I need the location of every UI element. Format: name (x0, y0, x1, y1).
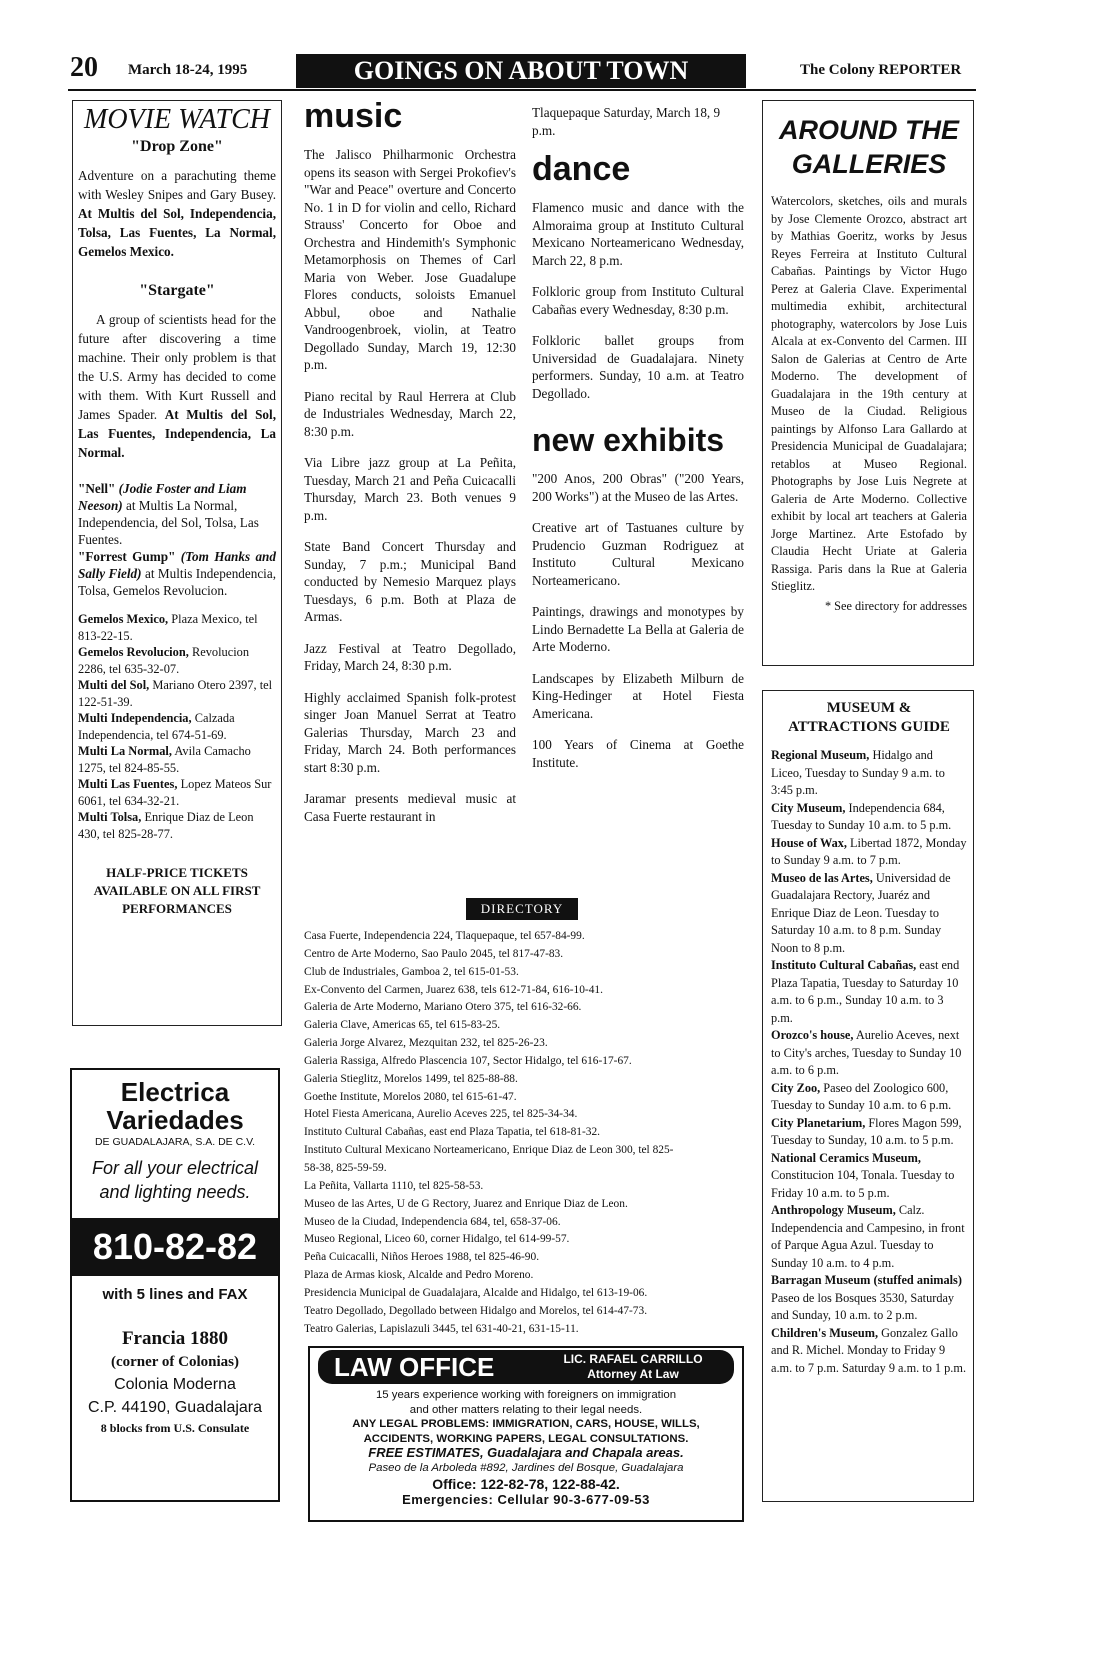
cinema-item: Multi Tolsa, Enrique Diaz de Leon 430, tel 825-28-77. (78, 810, 254, 841)
directory-entry: Galeria Stieglitz, Morelos 1499, tel 825-88-88. (304, 1072, 518, 1085)
drop-zone-title: "Drop Zone" (131, 138, 223, 155)
cinema-list (78, 611, 276, 842)
law-office-title: LAW OFFICE (334, 1352, 495, 1382)
directory-entry: Galeria Clave, Americas 65, tel 615-83-25. (304, 1019, 501, 1032)
address-line: (corner of Colonias) (110, 1354, 240, 1370)
directory-entry: La Peñita, Vallarta 1110, tel 825-58-53. (304, 1179, 484, 1192)
forrest-desc: at Multis Independencia, Tolsa, Gemelos Revolucion. (78, 566, 276, 598)
electrica-name-2: Variedades (106, 1105, 244, 1135)
exhibit-item: 100 Years of Cinema at Goethe Institute. (532, 737, 744, 770)
directory-entry: Plaza de Armas kiosk, Alcalde and Pedro Moreno. (304, 1269, 534, 1282)
galleries-title-2: GALLERIES (791, 149, 947, 179)
cinema-item: Multi del Sol, Mariano Otero 2397, tel 122-51-39. (78, 678, 273, 709)
directory-entry: Hotel Fiesta Americana, Aurelio Aceves 225, tel 825-34-34. (304, 1108, 578, 1121)
address-line: 8 blocks from U.S. Consulate (100, 1421, 250, 1435)
forrest-text (78, 548, 276, 599)
directory-entry: Goethe Institute, Morelos 2080, tel 615-61-47. (304, 1090, 517, 1103)
stargate-desc: A group of scientists head for the future after discovering a time machine. Their only problem is that the U.S. Army has decided to come with them. With Kurt Russell and James Spader. (78, 312, 276, 422)
museum-item: City Planetarium, Flores Magon 599, Tuesday to Sunday, 10 a.m. to 5 p.m. (771, 1115, 962, 1147)
directory-entry: Museo de la Ciudad, Independencia 684, tel, 658-37-06. (304, 1215, 561, 1228)
directory-entry: Teatro Galerias, Lapislazuli 3445, tel 631-40-21, 631-15-11. (304, 1322, 579, 1335)
electrica-ad (70, 1068, 280, 1502)
forrest-title: "Forrest Gump" (78, 549, 176, 564)
address-line: Colonia Moderna (114, 1376, 236, 1393)
forrest-cast: (Tom Hanks and Sally Field) (78, 549, 276, 581)
museum-item: House of Wax, Libertad 1872, Monday to Sunday 9 a.m. to 7 p.m. (771, 835, 967, 867)
cinema-item: Gemelos Mexico, Plaza Mexico, tel 813-22-15. (78, 612, 258, 643)
museum-guide-title: MUSEUM & (826, 700, 912, 716)
address-line: C.P. 44190, Guadalajara (87, 1399, 263, 1416)
nell-title: "Nell" (78, 481, 116, 496)
dance-item: Folkloric ballet groups from Universidad de Guadalajara. Ninety performers. Sunday, 10 a.m. at Teatro Degollado. (532, 333, 744, 401)
music-item: Via Libre jazz group at La Peñita, Tuesday, March 21 and Peña Cuicacalli Thursday, March 23. Both venues 9 p.m. (304, 455, 516, 523)
music-item: State Band Concert Thursday and Sunday, 7 p.m.; Municipal Band conducted by Nemesio Marquez plays Tuesdays, 6 p.m. Both at Plaza de Armas. (304, 539, 516, 624)
drop-zone-venue: At Multis del Sol, Independencia, Tolsa, Las Fuentes, La Normal, Gemelos Mexico. (78, 206, 276, 259)
nell-desc: at Multis La Normal, Independencia, del Sol, Tolsa, Las Fuentes. (78, 498, 259, 547)
cinema-item: Gemelos Revolucion, Revolucion 2286, tel 635-32-07. (78, 645, 250, 676)
directory-list (304, 928, 752, 1338)
museum-item: Instituto Cultural Cabañas, east end Plaza Tapatia, Tuesday to Saturday 10 a.m. to 6 p.m., Sunday 10 a.m. to 3 p.m. (771, 958, 960, 1025)
museum-item: City Museum, Independencia 684, Tuesday to Sunday 10 a.m. to 5 p.m. (771, 800, 952, 832)
law-office-body (310, 1388, 742, 1508)
directory-entry: Instituto Cultural Cabañas, east end Plaza Tapatia, tel 618-81-32. (304, 1126, 601, 1139)
electrica-phone: 810-82-82 (72, 1218, 278, 1276)
directory-entry: Museo de las Artes, U de G Rectory, Juarez and Enrique Diaz de Leon. (304, 1197, 628, 1210)
stargate-venue: At Multis del Sol, Las Fuentes, Independencia, La Normal. (78, 407, 276, 460)
nell-cast: (Jodie Foster and Liam Neeson) (78, 481, 247, 513)
law-line: FREE ESTIMATES, Guadalajara and Chapala areas. (368, 1445, 684, 1460)
electrica-lines: with 5 lines and FAX (102, 1286, 248, 1303)
page-header (0, 0, 1102, 100)
law-line: ACCIDENTS, WORKING PAPERS, LEGAL CONSULTATIONS. (363, 1432, 689, 1445)
law-line: Paseo de la Arboleda #892, Jardines del Bosque, Guadalajara (368, 1461, 684, 1474)
law-line: 15 years experience working with foreigners on immigration (375, 1389, 677, 1401)
cinema-item: Multi La Normal, Avila Camacho 1275, tel 824-85-55. (78, 744, 251, 775)
directory-entry: Instituto Cultural Mexicano Norteamericano, Enrique Diaz de Leon 300, tel 825- (304, 1144, 674, 1157)
music-item: The Jalisco Philharmonic Orchestra opens its season with Sergei Prokofiev's "War and Peace" overture and Concerto No. 1 in D for violin and cello, Richard Strauss' Concerto for Oboe and Orchestra and Hindemith's Symphonic Metamorphosis on Themes of Carl Maria von Weber. Jose Guadalupe Flores conducts, soloists Emanuel Abbul, oboe and Nathalie Vandroogenbroek, violin, at Teatro Degollado Sunday, March 19, 12:30 p.m. (304, 147, 516, 372)
dance-item: Flamenco music and dance with the Almoraima group at Instituto Cultural Mexicano Norteamericano Wednesday, March 22, 8 p.m. (532, 200, 744, 268)
exhibit-item: "200 Anos, 200 Obras" ("200 Years, 200 Works") at the Museo de las Artes. (532, 471, 744, 504)
music-item: Piano recital by Raul Herrera at Club de Industriales Wednesday, March 22, 8:30 p.m. (304, 388, 516, 439)
paper-name: The Colony REPORTER (800, 62, 962, 78)
half-price-notice: HALF-PRICE TICKETS AVAILABLE ON ALL FIRST PERFORMANCES (93, 865, 261, 916)
cinema-item: Multi Las Fuentes, Lopez Mateos Sur 6061, tel 634-32-21. (78, 777, 272, 808)
directory-entry: Ex-Convento del Carmen, Juarez 638, tels 612-71-84, 616-10-41. (304, 983, 603, 996)
music-item: Highly acclaimed Spanish folk-protest singer Joan Manuel Serrat at Teatro Galerias Thursday, March 23 and Friday, March 24. Both performances start 8:30 p.m. (304, 689, 516, 775)
museum-guide-box (762, 690, 974, 1502)
law-line: and other matters relating to their legal needs. (409, 1403, 643, 1416)
galleries-box (762, 100, 974, 666)
galleries-title: AROUND THE (779, 115, 959, 145)
museum-item: Children's Museum, Gonzalez Gallo and R. Michel. Monday to Friday 9 a.m. to 7 p.m. Saturday 9 a.m. to 1 p.m. (771, 1325, 967, 1375)
museum-item: National Ceramics Museum, Constitucion 104, Tonala. Tuesday to Friday 10 a.m. to 5 p.m. (771, 1150, 955, 1200)
nell-text (78, 480, 276, 548)
music-continued: Tlaquepaque Saturday, March 18, 9 p.m. (532, 105, 721, 138)
exhibit-item: Paintings, drawings and monotypes by Lindo Bernadette La Bella at Galeria de Arte Moderno. (532, 604, 744, 654)
stargate-title: "Stargate" (139, 282, 215, 299)
museum-item: Regional Museum, Hidalgo and Liceo, Tuesday to Sunday 9 a.m. to 3:45 p.m. (771, 748, 945, 797)
dance-exhibits-column (532, 104, 744, 771)
exhibits-heading: new exhibits (532, 422, 725, 458)
cinema-item: Multi Independencia, Calzada Independencia, tel 674-51-69. (78, 711, 235, 742)
directory-heading: DIRECTORY (466, 898, 578, 920)
directory-entry: Peña Cuicacalli, Niños Heroes 1988, tel 825-46-90. (304, 1251, 540, 1264)
directory-entry: 58-38, 825-59-59. (304, 1161, 387, 1174)
electrica-tagline: For all your electrical and lighting needs. (91, 1158, 259, 1202)
electrica-company: DE GUADALAJARA, S.A. DE C.V. (94, 1136, 256, 1148)
header-rule (68, 89, 976, 91)
electrica-name: Electrica (120, 1077, 230, 1107)
law-line: Office: 122-82-78, 122-88-42. (432, 1476, 620, 1492)
galleries-note: * See directory for addresses (824, 598, 967, 613)
directory-entry: Centro de Arte Moderno, Sao Paulo 2045, tel 817-47-83. (304, 947, 564, 960)
museum-item: Orozco's house, Aurelio Aceves, next to City's arches, Tuesday to Sunday 10 a.m. to 6 p.m. (771, 1028, 962, 1077)
law-line: ANY LEGAL PROBLEMS: IMMIGRATION, CARS, HOUSE, WILLS, (352, 1418, 700, 1430)
museum-guide-title-2: ATTRACTIONS GUIDE (788, 719, 950, 735)
directory-entry: Club de Industriales, Gamboa 2, tel 615-01-53. (304, 965, 519, 978)
dance-item: Folkloric group from Instituto Cultural Cabañas every Wednesday, 8:30 p.m. (532, 284, 744, 317)
drop-zone-text (78, 166, 276, 261)
dance-heading: dance (532, 150, 631, 188)
museum-item: City Zoo, Paseo del Zoologico 600, Tuesday to Sunday 10 a.m. to 6 p.m. (771, 1080, 952, 1112)
museum-item: Anthropology Museum, Calz. Independencia and Campesino, in front of Parque Agua Azul. Tuesday to Sunday 10 a.m. to 4 p.m. (771, 1203, 965, 1270)
law-line: Emergencies: Cellular 90-3-677-09-53 (402, 1492, 650, 1507)
directory-entry: Presidencia Municipal de Guadalajara, Alcalde and Hidalgo, tel 613-19-06. (304, 1286, 648, 1299)
movie-watch-title: MOVIE WATCH (84, 104, 270, 135)
section-banner: GOINGS ON ABOUT TOWN (296, 54, 746, 88)
directory-entry: Galeria Jorge Alvarez, Mezquitan 232, tel 825-26-23. (304, 1037, 548, 1050)
directory-entry: Galeria Rassiga, Alfredo Plascencia 107, Sector Hidalgo, tel 616-17-67. (304, 1054, 632, 1067)
movie-watch-box (72, 100, 282, 1026)
electrica-address (72, 1327, 278, 1437)
directory-entry: Museo Regional, Liceo 60, corner Hidalgo, tel 614-99-57. (304, 1233, 570, 1246)
law-office-role: Attorney At Law (587, 1367, 679, 1381)
directory-entry: Galeria de Arte Moderno, Mariano Otero 375, tel 616-32-66. (304, 1001, 582, 1014)
drop-zone-desc: Adventure on a parachuting theme with Wesley Snipes and Gary Busey. (78, 168, 276, 202)
law-office-lawyer: LIC. RAFAEL CARRILLO (563, 1352, 703, 1366)
exhibit-item: Creative art of Tastuanes culture by Prudencio Guzman Rodriguez at Instituto Cultural Mexicano Norteamericano. (532, 520, 744, 588)
stargate-text (78, 310, 276, 462)
address-line: Francia 1880 (121, 1328, 229, 1349)
museum-item: Museo de las Artes, Universidad de Guadalajara Rectory, Juaréz and Enrique Diaz de Leon. Tuesday to Saturday 10 a.m. to 8 p.m. Sunday Noon to 8 p.m. (771, 870, 951, 955)
issue-date: March 18-24, 1995 (128, 62, 248, 78)
museum-item: Barragan Museum (stuffed animals) Paseo de los Bosques 3530, Saturday and Sunday, 10 a.m. to 2 p.m. (771, 1273, 962, 1322)
music-item: Jaramar presents medieval music at Casa Fuerte restaurant in (304, 791, 516, 824)
galleries-text: Watercolors, sketches, oils and murals by Jose Clemente Orozco, abstract art by Mathias Goeritz, works by Jesus Reyes Ferreira at Instituto Cultural Cabañas. Paintings by Victor Hugo Perez at Galeria Clave. Experimental multimedia exhibit, architectural photography, watercolors by Jose Luis Alcala at ex-Convento del Carmen. III Salon de Galerias at Centro de Arte Moderno. The development of Guadalajara in the 19th century at Museo de la Ciudad. Religious paintings by Alfonso Lara Gallardo at Presidencia Municipal de Guadalajara; retablos at Museo Regional. Photographs by Jose Luis Negrete at Galeria de Arte Moderno. Collective exhibit by local art teachers at Galeria Jorge Martinez. Arte Estofado by Claudia Hecht Uriate at Galeria Rassiga. Paris dans la Rue at Galeria Stieglitz. (771, 194, 967, 593)
directory-entry: Teatro Degollado, Degollado between Hidalgo and Morelos, tel 614-47-73. (304, 1304, 648, 1317)
exhibit-item: Landscapes by Elizabeth Milburn de King-Hedinger at Hotel Fiesta Americana. (532, 670, 744, 721)
music-item: Jazz Festival at Teatro Degollado, Friday, March 24, 8:30 p.m. (304, 640, 516, 673)
law-office-header (318, 1350, 734, 1384)
music-heading: music (304, 97, 403, 135)
directory-entry: Casa Fuerte, Independencia 224, Tlaquepaque, tel 657-84-99. (304, 930, 585, 942)
music-column (304, 96, 516, 825)
law-office-ad (308, 1346, 744, 1522)
page-number: 20 (70, 52, 98, 83)
